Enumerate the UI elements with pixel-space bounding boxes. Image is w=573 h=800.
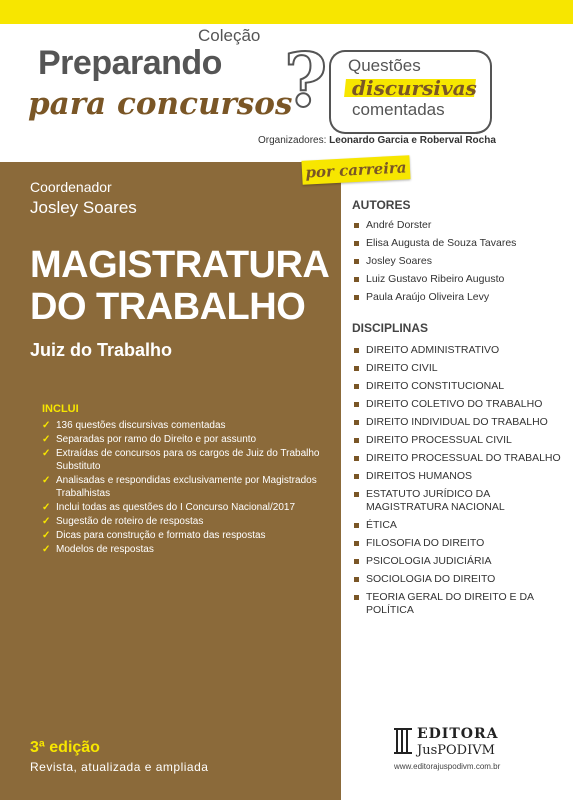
list-item: DIREITO ADMINISTRATIVO (352, 344, 564, 357)
column-icon (393, 726, 417, 756)
series-line-1: Questões (348, 56, 421, 75)
subjects-list (352, 344, 564, 622)
series-frame-right (476, 50, 492, 134)
question-mark-icon: ? (284, 38, 328, 124)
bullet-icon (354, 366, 359, 371)
edition-label: 3ª edição (30, 739, 100, 756)
list-item: TEORIA GERAL DO DIREITO E DA POLÍTICA (352, 591, 564, 617)
list-item: ✓ Analisadas e respondidas exclusivamente por Magistrados Trabalhistas (42, 475, 317, 499)
organizers-names: Leonardo Garcia e Roberval Rocha (329, 135, 496, 146)
list-item: PSICOLOGIA JUDICIÁRIA (352, 555, 564, 568)
bullet-icon (354, 595, 359, 600)
list-item: DIREITOS HUMANOS (352, 470, 564, 483)
publisher-logo (393, 724, 513, 760)
bullet-icon (354, 559, 359, 564)
includes-heading: INCLUI (42, 403, 79, 415)
coordinator-label: Coordenador (30, 179, 112, 195)
bullet-icon (354, 223, 359, 228)
check-icon: ✓ (42, 516, 51, 527)
check-icon: ✓ (42, 530, 51, 541)
list-item: ✓ 136 questões discursivas comentadas (42, 420, 226, 431)
bullet-icon (354, 348, 359, 353)
list-item: Josley Soares (352, 255, 564, 268)
list-item: DIREITO CONSTITUCIONAL (352, 380, 564, 393)
collection-title: Preparando (38, 44, 222, 82)
includes-list (42, 419, 332, 557)
top-yellow-band (0, 0, 573, 24)
list-item: SOCIOLOGIA DO DIREITO (352, 573, 564, 586)
list-item: Paula Araújo Oliveira Levy (352, 291, 564, 304)
bullet-icon (354, 577, 359, 582)
series-line-3: comentadas (352, 100, 445, 119)
bullet-icon (354, 402, 359, 407)
check-icon: ✓ (42, 420, 51, 431)
bullet-icon (354, 259, 359, 264)
authors-list (352, 219, 564, 309)
book-title (30, 244, 329, 328)
bullet-icon (354, 384, 359, 389)
organizers (258, 135, 496, 146)
list-item: ✓ Modelos de respostas (42, 544, 154, 555)
check-icon: ✓ (42, 448, 51, 459)
list-item: DIREITO PROCESSUAL CIVIL (352, 434, 564, 447)
career-badge-label: por carreira (305, 158, 407, 182)
coordinator-name: Josley Soares (30, 198, 137, 217)
bullet-icon (354, 420, 359, 425)
bullet-icon (354, 541, 359, 546)
book-title-line-2: DO TRABALHO (30, 286, 306, 328)
list-item: ESTATUTO JURÍDICO DA MAGISTRATURA NACIONAL (352, 488, 564, 514)
list-item: ✓ Dicas para construção e formato das respostas (42, 530, 266, 541)
list-item: FILOSOFIA DO DIREITO (352, 537, 564, 550)
publisher-website: www.editorajuspodivm.com.br (394, 762, 501, 771)
bullet-icon (354, 241, 359, 246)
list-item: Elisa Augusta de Souza Tavares (352, 237, 564, 250)
bullet-icon (354, 277, 359, 282)
bullet-icon (354, 492, 359, 497)
publisher-name-2: JusPODIVM (417, 743, 495, 758)
collection-subtitle: para concursos (28, 86, 293, 122)
list-item: ✓ Sugestão de roteiro de respostas (42, 516, 204, 527)
list-item: André Dorster (352, 219, 564, 232)
subjects-heading: DISCIPLINAS (352, 321, 429, 335)
series-line-2: discursivas (352, 76, 477, 100)
bullet-icon (354, 474, 359, 479)
book-title-line-1: MAGISTRATURA (30, 244, 330, 286)
check-icon: ✓ (42, 544, 51, 555)
publisher-name-1: EDITORA (417, 726, 499, 742)
list-item: DIREITO CIVIL (352, 362, 564, 375)
list-item: DIREITO COLETIVO DO TRABALHO (352, 398, 564, 411)
list-item: Luiz Gustavo Ribeiro Augusto (352, 273, 564, 286)
bullet-icon (354, 523, 359, 528)
authors-heading: AUTORES (352, 198, 411, 212)
check-icon: ✓ (42, 502, 51, 513)
list-item: ✓ Extraídas de concursos para os cargos de Juiz do Trabalho Substituto (42, 448, 320, 472)
collection-label: Coleção (198, 26, 261, 45)
book-subtitle: Juiz do Trabalho (30, 340, 173, 360)
organizers-label: Organizadores: (258, 135, 327, 146)
list-item: ÉTICA (352, 519, 564, 532)
bullet-icon (354, 438, 359, 443)
list-item: ✓ Inclui todas as questões do I Concurso Nacional/2017 (42, 502, 296, 513)
check-icon: ✓ (42, 434, 51, 445)
list-item: DIREITO INDIVIDUAL DO TRABALHO (352, 416, 564, 429)
edition-note: Revista, atualizada e ampliada (30, 760, 209, 774)
list-item: ✓ Separadas por ramo do Direito e por assunto (42, 434, 257, 445)
check-icon: ✓ (42, 475, 51, 486)
bullet-icon (354, 295, 359, 300)
list-item: DIREITO PROCESSUAL DO TRABALHO (352, 452, 564, 465)
bullet-icon (354, 456, 359, 461)
